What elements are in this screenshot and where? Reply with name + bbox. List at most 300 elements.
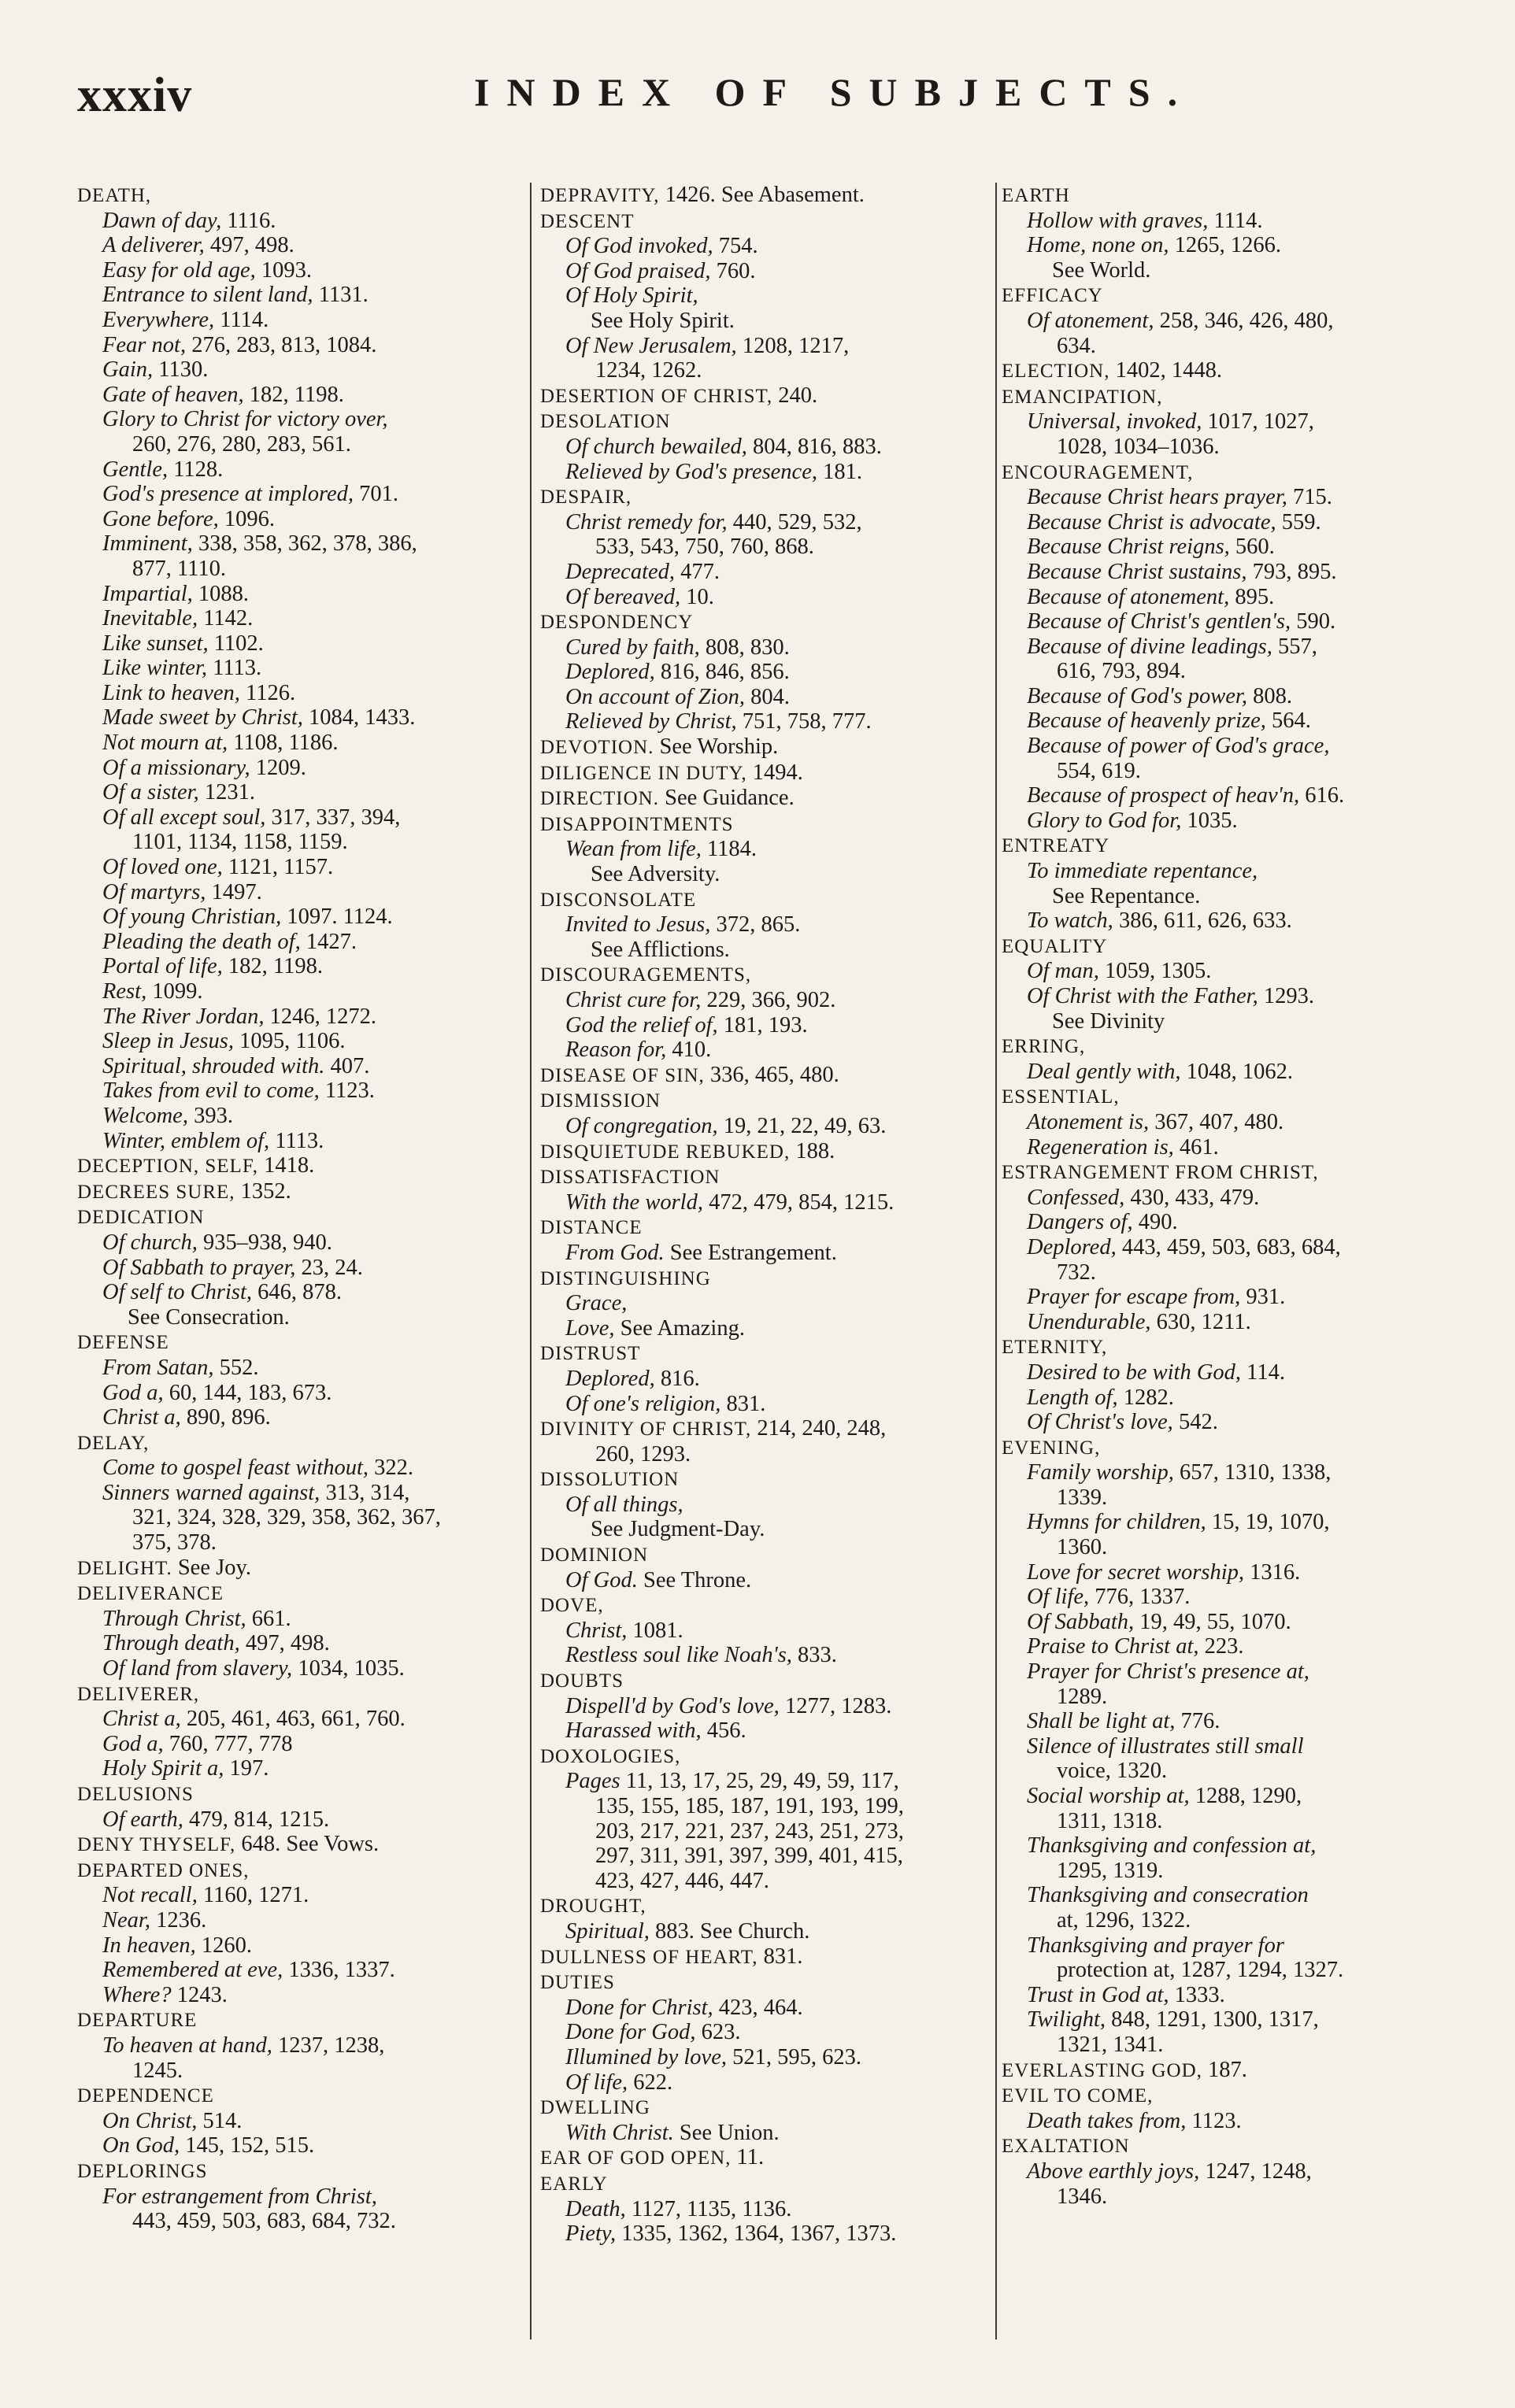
index-subentry	[540, 938, 997, 963]
subentry-text: Easy for old age,	[102, 257, 256, 283]
page-refs: 552.	[213, 1355, 259, 1380]
heading-text: DEFENSE	[77, 1332, 169, 1354]
subentry-text: Sinners warned against,	[102, 1480, 320, 1505]
index-heading	[77, 1858, 518, 1884]
index-subentry	[1002, 1983, 1490, 2008]
page-refs: 276, 283, 813, 1084.	[186, 332, 377, 357]
subentry-text: Winter, emblem of,	[102, 1128, 270, 1153]
page-refs: 317, 337, 394,	[265, 805, 401, 830]
index-subentry	[1002, 808, 1490, 834]
page-refs: 23, 24.	[295, 1255, 363, 1280]
subentry-text: Unendurable,	[1027, 1309, 1151, 1334]
heading-text: DUTIES	[540, 1972, 615, 1994]
index-subentry	[77, 1807, 518, 1833]
index-subentry	[540, 1819, 997, 1844]
page-refs: 423, 464.	[713, 1995, 803, 2020]
page-refs: 1126.	[239, 680, 296, 705]
index-subentry	[540, 510, 997, 535]
index-subentry	[1002, 1510, 1490, 1535]
subentry-text: Spiritual,	[565, 1918, 650, 1944]
index-subentry	[77, 233, 518, 258]
subentry-text: Spiritual, shrouded with.	[102, 1053, 325, 1078]
index-subentry	[77, 2109, 518, 2134]
index-subentry	[1002, 585, 1490, 610]
page-refs: 590.	[1291, 609, 1336, 634]
index-subentry	[540, 560, 997, 585]
heading-text: EARLY	[540, 2173, 608, 2195]
index-heading	[540, 1668, 997, 1694]
page-refs: 15, 19, 1070,	[1206, 1510, 1330, 1535]
heading-text: DELIVERANCE	[77, 1583, 224, 1605]
page-refs: 1237, 1238,	[272, 2033, 385, 2058]
heading-text: ENTREATY	[1002, 835, 1110, 857]
index-heading	[540, 209, 997, 235]
heading-text: DELUSIONS	[77, 1784, 194, 1805]
page-refs: 776, 1337.	[1089, 1585, 1191, 1610]
index-subentry	[540, 2020, 997, 2045]
subentry-text: Not mourn at,	[102, 731, 228, 756]
index-subentry	[540, 1517, 997, 1542]
index-subentry	[1002, 2159, 1490, 2184]
page-refs: 135, 155, 185, 187, 191, 193, 199,	[595, 1794, 904, 1818]
page-refs: 1236.	[150, 1907, 207, 1933]
subentry-text: Gain,	[102, 357, 154, 383]
index-subentry	[1002, 1560, 1490, 1585]
index-heading	[1002, 460, 1490, 486]
index-heading	[540, 962, 997, 988]
index-heading	[540, 1893, 997, 1919]
subentry-text: Shall be light at,	[1027, 1709, 1176, 1734]
index-subentry	[540, 2121, 997, 2146]
page-refs: 1346.	[1057, 2184, 1108, 2209]
subentry-text: Inevitable,	[102, 606, 198, 631]
page-refs: 188.	[790, 1138, 835, 1163]
subentry-text: Because of heavenly prize,	[1027, 708, 1266, 734]
index-subentry	[77, 2033, 518, 2058]
page-refs: 1059, 1305.	[1098, 959, 1212, 984]
index-heading	[1002, 283, 1490, 309]
subentry-text: Confessed,	[1027, 1185, 1125, 1210]
page-refs: 1335, 1362, 1364, 1367, 1373.	[616, 2221, 897, 2247]
heading-text: ESSENTIAL,	[1002, 1086, 1120, 1108]
page-refs: 461.	[1173, 1134, 1219, 1160]
index-heading	[540, 1542, 997, 1568]
page-refs: 145, 152, 515.	[180, 2133, 315, 2158]
index-subentry	[77, 1481, 518, 1506]
heading-text: DEDICATION	[77, 1207, 205, 1229]
heading-text: DOUBTS	[540, 1670, 624, 1692]
subentry-text: In heaven,	[102, 1933, 196, 1958]
subentry-text: On Christ,	[102, 2108, 198, 2133]
subentry-text: Of God.	[565, 1567, 638, 1592]
heading-text: DEPARTURE	[77, 2010, 198, 2032]
index-subentry	[1002, 1235, 1490, 1260]
index-subentry	[1002, 1060, 1490, 1085]
index-subentry	[1002, 659, 1490, 684]
page-refs: 182, 1198.	[243, 382, 344, 407]
index-subentry	[1002, 1634, 1490, 1659]
page-refs: 776.	[1175, 1709, 1221, 1734]
index-subentry	[1002, 1485, 1490, 1511]
heading-text: DISTANCE	[540, 1217, 643, 1239]
page-refs: 701.	[354, 482, 399, 507]
heading-text: DWELLING	[540, 2097, 650, 2119]
page-refs: 497, 498.	[239, 1631, 330, 1656]
index-subentry	[77, 1631, 518, 1656]
index-subentry	[77, 209, 518, 234]
index-subentry	[1002, 1685, 1490, 1710]
page-refs: 831.	[720, 1391, 766, 1416]
page-refs: 1418.	[257, 1153, 315, 1178]
index-subentry	[1002, 634, 1490, 660]
index-subentry	[77, 606, 518, 631]
page-refs: 114.	[1241, 1359, 1285, 1385]
page-refs: 393.	[187, 1103, 233, 1128]
subentry-text: Of church bewailed,	[565, 434, 747, 459]
subentry-text: Christ a,	[102, 1405, 181, 1430]
index-heading	[77, 1832, 518, 1858]
index-subentry	[540, 1241, 997, 1266]
subentry-text: Christ remedy for,	[565, 509, 728, 534]
index-subentry	[540, 283, 997, 309]
subentry-text: Of life,	[1027, 1585, 1090, 1610]
page-refs: 1131.	[313, 283, 369, 308]
index-heading	[77, 1781, 518, 1807]
index-subentry	[540, 2045, 997, 2070]
index-subentry	[77, 954, 518, 979]
subentry-text: Rest,	[102, 979, 147, 1004]
page-refs: 883. See Church.	[649, 1918, 810, 1944]
subentry-text: Dawn of day,	[102, 208, 222, 233]
subentry-text: Illumined by love,	[565, 2044, 727, 2070]
page-refs: 479, 814, 1215.	[183, 1807, 330, 1832]
index-subentry	[77, 1983, 518, 2008]
page-refs: 181, 193.	[717, 1012, 808, 1038]
index-subentry	[1002, 1210, 1490, 1235]
heading-text: EXALTATION	[1002, 2136, 1130, 2158]
page-refs: 816, 846, 856.	[654, 660, 790, 685]
page-refs: 407.	[324, 1053, 370, 1078]
index-subentry	[77, 1456, 518, 1481]
page-refs: 646, 878.	[252, 1280, 343, 1305]
index-column-3	[1002, 183, 1490, 2209]
page-refs: 1311, 1318.	[1057, 1808, 1163, 1833]
page-refs: See Divinity	[1052, 1008, 1165, 1034]
page-refs: 542.	[1172, 1410, 1218, 1435]
subentry-text: Of God praised,	[565, 258, 711, 283]
page-refs: 514.	[197, 2108, 243, 2133]
page-refs: See Consecration.	[128, 1304, 290, 1330]
index-heading	[77, 1555, 518, 1581]
index-subentry	[540, 334, 997, 359]
heading-text: DEPRAVITY,	[540, 185, 660, 206]
index-subentry	[77, 979, 518, 1004]
index-heading	[540, 786, 997, 812]
subentry-text: With Christ.	[565, 2120, 674, 2145]
subentry-text: Prayer for escape from,	[1027, 1285, 1241, 1310]
index-subentry	[1002, 1759, 1490, 1784]
index-subentry	[1002, 1110, 1490, 1135]
subentry-text: Of Sabbath,	[1027, 1609, 1135, 1634]
index-subentry	[77, 1054, 518, 1079]
page-number: xxxiv	[77, 68, 193, 122]
subentry-text: Cured by faith,	[565, 634, 700, 660]
heading-text: EFFICACY	[1002, 285, 1103, 307]
page-refs: 1113.	[269, 1128, 324, 1153]
page-refs: 19, 21, 22, 49, 63.	[717, 1113, 887, 1138]
index-heading	[1002, 1160, 1490, 1186]
subentry-text: Deal gently with,	[1027, 1059, 1181, 1084]
index-subentry	[1002, 1135, 1490, 1160]
index-heading	[1002, 2083, 1490, 2109]
page-refs: 760, 777, 778	[163, 1731, 293, 1756]
subentry-text: Home, none on,	[1027, 233, 1169, 258]
subentry-text: Christ a,	[102, 1707, 181, 1732]
index-subentry	[77, 2184, 518, 2210]
index-subentry	[1002, 1883, 1490, 1908]
index-subentry	[77, 1078, 518, 1104]
index-subentry	[540, 635, 997, 660]
index-subentry	[77, 1405, 518, 1430]
page-refs: 1360.	[1057, 1535, 1108, 1560]
heading-text: DOXOLOGIES,	[540, 1745, 681, 1767]
index-subentry	[77, 531, 518, 557]
index-heading	[77, 183, 518, 209]
index-subentry	[77, 383, 518, 408]
subentry-text: Christ,	[565, 1618, 628, 1643]
index-heading	[540, 2095, 997, 2121]
index-subentry	[540, 1794, 997, 1819]
index-heading	[1002, 1034, 1490, 1060]
subentry-text: Of God invoked,	[565, 234, 713, 259]
index-subentry	[540, 988, 997, 1013]
index-subentry	[1002, 209, 1490, 234]
index-subentry	[1002, 884, 1490, 909]
heading-text: DOMINION	[540, 1544, 649, 1566]
heading-text: DESPAIR,	[540, 486, 632, 509]
index-subentry	[1002, 1410, 1490, 1435]
page-refs: 1127, 1135, 1136.	[625, 2196, 792, 2221]
heading-text: EARTH	[1002, 185, 1070, 206]
index-subentry	[540, 585, 997, 610]
page-refs: 1160, 1271.	[197, 1883, 309, 1908]
subentry-text: God's presence at implored,	[102, 482, 354, 507]
page-refs: 833.	[791, 1643, 837, 1668]
subentry-text: Of church,	[102, 1230, 198, 1255]
page-refs: 1099.	[146, 979, 203, 1004]
subentry-text: Thanksgiving and confession at,	[1027, 1833, 1317, 1859]
index-subentry	[1002, 609, 1490, 634]
page-refs: 623.	[695, 2020, 741, 2045]
index-subentry	[1002, 684, 1490, 709]
page-refs: 19, 49, 55, 1070.	[1134, 1609, 1291, 1634]
index-subentry	[540, 1844, 997, 1869]
page-refs: See Amazing.	[614, 1315, 745, 1341]
page-refs: 229, 366, 902.	[701, 988, 836, 1012]
index-heading	[77, 1581, 518, 1607]
index-subentry	[77, 1756, 518, 1781]
page-refs: 1088.	[192, 581, 250, 606]
page-refs: 1426. See Abasement.	[659, 183, 865, 207]
index-subentry	[540, 1013, 997, 1038]
subentry-text: Because of atonement,	[1027, 584, 1230, 609]
subentry-text: Near,	[102, 1907, 150, 1933]
index-subentry	[1002, 2007, 1490, 2033]
page-refs: 931.	[1240, 1285, 1286, 1310]
index-subentry	[77, 1029, 518, 1054]
subentry-text: Pleading the death of,	[102, 929, 301, 954]
subentry-text: Praise to Christ at,	[1027, 1634, 1199, 1659]
index-subentry	[540, 912, 997, 938]
heading-text: ERRING,	[1002, 1036, 1086, 1058]
index-subentry	[1002, 1659, 1490, 1685]
index-subentry	[540, 2070, 997, 2095]
subentry-text: Because Christ sustains,	[1027, 559, 1247, 584]
page-refs: 1497.	[206, 879, 262, 904]
subentry-text: Thanksgiving and prayer for	[1027, 1933, 1284, 1958]
subentry-text: Gate of heaven,	[102, 382, 244, 407]
index-subentry	[1002, 1933, 1490, 1959]
index-subentry	[540, 534, 997, 560]
page-refs: 1121, 1157.	[222, 855, 334, 880]
page-refs: 11, 13, 17, 25, 29, 49, 59, 117,	[620, 1769, 899, 1794]
index-subentry	[1002, 485, 1490, 510]
index-heading	[540, 1164, 997, 1190]
page-refs: 935–938, 940.	[197, 1230, 332, 1255]
page-refs: 214, 240, 248,	[751, 1416, 887, 1441]
index-heading	[540, 887, 997, 913]
subentry-text: Prayer for Christ's presence at,	[1027, 1659, 1309, 1685]
page-refs: 1289.	[1057, 1684, 1108, 1709]
index-heading	[540, 1063, 997, 1089]
index-heading	[540, 1215, 997, 1241]
index-subentry	[540, 1643, 997, 1668]
page-refs: 1028, 1034–1036.	[1057, 434, 1220, 459]
index-subentry	[540, 1316, 997, 1341]
subentry-text: Thanksgiving and consecration	[1027, 1883, 1309, 1908]
page-refs: 760.	[710, 258, 756, 283]
index-heading	[77, 2158, 518, 2184]
page-refs: 430, 433, 479.	[1124, 1185, 1260, 1210]
heading-text: DISQUIETUDE REBUKED,	[540, 1141, 791, 1163]
page-refs: See Joy.	[172, 1555, 251, 1580]
index-subentry	[540, 460, 997, 485]
index-heading	[540, 183, 997, 209]
index-subentry	[77, 1505, 518, 1530]
index-subentry	[77, 830, 518, 855]
index-heading	[77, 2083, 518, 2109]
subentry-text: For estrangement from Christ,	[102, 2184, 377, 2209]
subentry-text: Of earth,	[102, 1807, 183, 1832]
index-subentry	[1002, 1285, 1490, 1310]
page-refs: 622.	[628, 2070, 673, 2095]
subentry-text: Where?	[102, 1982, 172, 2007]
page-refs: 313, 314,	[320, 1480, 410, 1505]
page-refs: 1333.	[1169, 1982, 1225, 2007]
index-heading	[540, 1467, 997, 1493]
index-subentry	[77, 407, 518, 432]
page-refs: 181.	[817, 459, 862, 484]
index-subentry	[77, 656, 518, 681]
heading-text: DISCOURAGEMENTS,	[540, 964, 752, 986]
index-subentry	[77, 681, 518, 706]
subentry-text: Of bereaved,	[565, 584, 681, 609]
subentry-text: God a,	[102, 1380, 164, 1405]
index-subentry	[540, 1769, 997, 1794]
page-refs: 648. See Vows.	[235, 1832, 380, 1857]
index-subentry	[77, 308, 518, 333]
index-subentry	[1002, 984, 1490, 1009]
page-refs: 477.	[675, 559, 720, 584]
index-subentry	[77, 756, 518, 781]
index-subentry	[77, 457, 518, 483]
index-subentry	[1002, 708, 1490, 734]
page-refs: 890, 896.	[180, 1405, 271, 1430]
page-refs: See Guidance.	[658, 786, 795, 811]
heading-text: ESTRANGEMENT FROM CHRIST,	[1002, 1162, 1319, 1184]
index-subentry	[1002, 1460, 1490, 1485]
index-heading	[540, 1088, 997, 1114]
index-subentry	[540, 2221, 997, 2247]
index-subentry	[77, 283, 518, 308]
subentry-text: To immediate repentance,	[1027, 859, 1258, 884]
index-heading	[77, 2007, 518, 2033]
page-refs: 1427.	[300, 929, 357, 954]
index-subentry	[77, 780, 518, 805]
index-subentry	[540, 1038, 997, 1063]
subentry-text: Of life,	[565, 2070, 628, 2095]
heading-text: DISSATISFACTION	[540, 1167, 720, 1189]
subentry-text: Above earthly joys,	[1027, 2158, 1200, 2184]
subentry-text: Of atonement,	[1027, 308, 1154, 333]
heading-text: EVERLASTING GOD,	[1002, 2059, 1202, 2081]
index-heading	[540, 1266, 997, 1292]
index-subentry	[77, 1305, 518, 1330]
index-subentry	[1002, 1809, 1490, 1834]
index-subentry	[77, 805, 518, 830]
page-refs: See Holy Spirit.	[591, 308, 735, 333]
index-subentry	[77, 557, 518, 582]
subentry-text: Of man,	[1027, 959, 1099, 984]
page-refs: 1097. 1124.	[281, 904, 393, 930]
page-refs: 630, 1211.	[1150, 1309, 1251, 1334]
index-heading	[540, 383, 997, 409]
index-subentry	[1002, 1610, 1490, 1635]
index-heading	[540, 609, 997, 635]
subentry-text: Of a missionary,	[102, 755, 250, 780]
index-subentry	[1002, 1833, 1490, 1859]
subentry-text: Relieved by God's presence,	[565, 459, 817, 484]
page-refs: 1084, 1433.	[302, 705, 416, 731]
page-refs: 1316.	[1244, 1559, 1301, 1585]
heading-text: DISSOLUTION	[540, 1469, 680, 1491]
subentry-text: Love,	[565, 1315, 615, 1341]
index-heading	[540, 1416, 997, 1442]
index-subentry	[77, 855, 518, 880]
page-refs: 1096.	[218, 506, 275, 531]
heading-text: DIRECTION.	[540, 788, 659, 810]
page-refs: 1336, 1337.	[283, 1958, 395, 1983]
subentry-text: Gone before,	[102, 506, 219, 531]
index-subentry	[1002, 2033, 1490, 2058]
index-subentry	[77, 631, 518, 657]
page-refs: 1081.	[627, 1618, 683, 1643]
index-subentry	[540, 1442, 997, 1467]
index-heading	[540, 1970, 997, 1996]
page-refs: 297, 311, 391, 397, 399, 401, 415,	[595, 1844, 903, 1869]
subentry-text: Fear not,	[102, 332, 187, 357]
subentry-text: Desired to be with God,	[1027, 1359, 1242, 1385]
